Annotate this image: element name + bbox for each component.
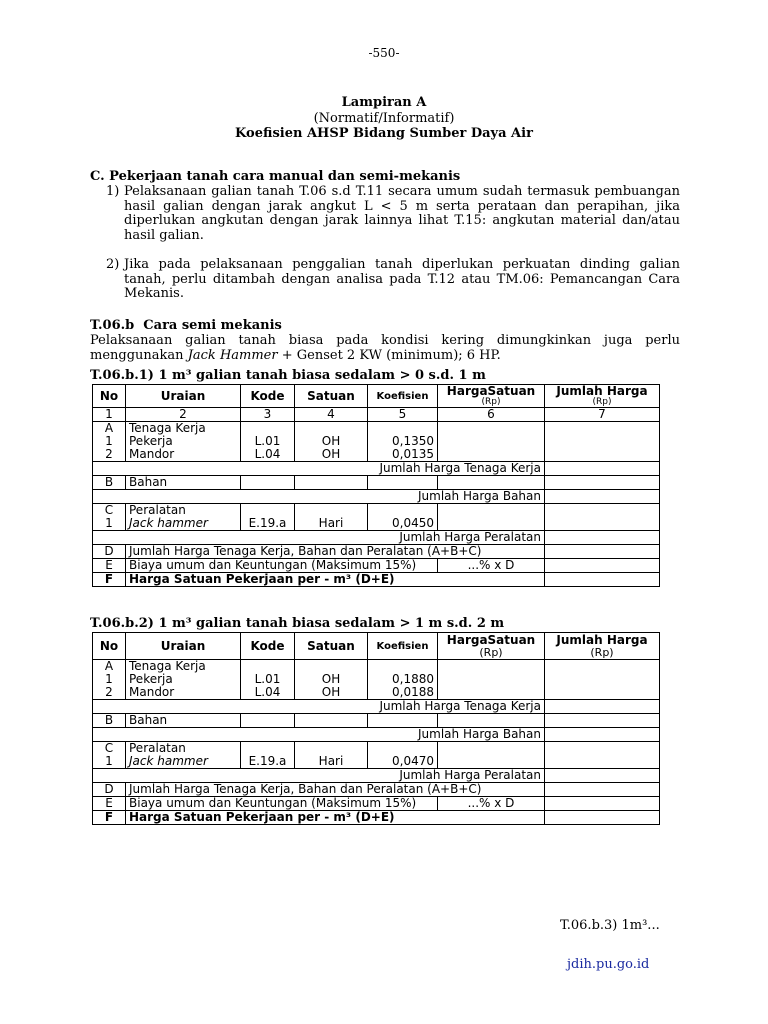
item-number: 1) — [106, 184, 120, 199]
subsection-paragraph: Pelaksanaan galian tanah biasa pada kondisi kering dimungkinkan juga perlu menggunakan Jack Hammer + Genset 2 KW (minimum); 6 HP. — [90, 333, 680, 363]
col-harga-header: HargaSatuan (Rp) — [438, 633, 545, 660]
appendix-subtitle: Koefisien AHSP Bidang Sumber Daya Air — [235, 126, 533, 141]
page-number: -550- — [368, 46, 400, 60]
labor-subtotal-row: Jumlah Harga Tenaga Kerja — [93, 462, 660, 476]
item-text: Pelaksanaan galian tanah T.06 s.d T.11 secara umum sudah termasuk pembuangan hasil galian dengan jarak angkut L < 5 m serta perataan dan perapihan, jika diperlukan angkutan dengan jarak lainnya lihat T.15: angkutan material dan/atau hasil galian. — [124, 184, 680, 243]
subsection-heading — [90, 318, 282, 333]
table2-title: T.06.b.2) 1 m³ galian tanah biasa sedalam > 1 m s.d. 2 m — [90, 616, 505, 631]
overhead-e-row: E Biaya umum dan Keuntungan (Maksimum 15%) ...% x D — [93, 797, 660, 811]
overhead-e-row: E Biaya umum dan Keuntungan (Maksimum 15%) ...% x D — [93, 559, 660, 573]
labor-subtotal-row: Jumlah Harga Tenaga Kerja — [93, 700, 660, 714]
col-uraian-header: Uraian — [126, 633, 241, 660]
material-row: B Bahan — [93, 714, 660, 728]
ahsp-table-1 — [92, 384, 660, 587]
footer-link[interactable]: jdih.pu.go.id — [567, 957, 650, 972]
equipment-block: C 1 Peralatan Jack hammer E.19.a Hari 0,0470 — [93, 742, 660, 769]
col-no-header: No — [93, 385, 126, 408]
section-c-heading: C. Pekerjaan tanah cara manual dan semi-mekanis — [90, 169, 461, 184]
col-kode-header: Kode — [241, 385, 295, 408]
col-jumlah-header: Jumlah Harga (Rp) — [545, 633, 660, 660]
item-text: Jika pada pelaksanaan penggalian tanah diperlukan perkuatan dinding galian tanah, perlu ditambah dengan analisa pada T.12 atau TM.06: Pemancangan Cara Mekanis. — [124, 257, 680, 301]
item-number: 2) — [106, 257, 120, 272]
col-satuan-header: Satuan — [295, 385, 368, 408]
table1-title: T.06.b.1) 1 m³ galian tanah biasa sedalam > 0 s.d. 1 m — [90, 368, 486, 383]
section-c-item-2 — [106, 258, 680, 302]
subsection-title: Cara semi mekanis — [143, 318, 282, 333]
col-no-header: No — [93, 633, 126, 660]
col-koefisien-header: Koefisien — [368, 385, 438, 408]
continuation-note: T.06.b.3) 1m³... — [560, 918, 660, 933]
col-uraian-header: Uraian — [126, 385, 241, 408]
material-subtotal-row: Jumlah Harga Bahan — [93, 728, 660, 742]
section-c-item-1 — [106, 185, 680, 243]
col-kode-header: Kode — [241, 633, 295, 660]
labor-block: A 1 2 Tenaga Kerja Pekerja Mandor L.01 L.04 OH OH 0,1350 0,0135 — [93, 422, 660, 462]
equipment-subtotal-row: Jumlah Harga Peralatan — [93, 531, 660, 545]
equipment-subtotal-row: Jumlah Harga Peralatan — [93, 769, 660, 783]
material-row: B Bahan — [93, 476, 660, 490]
appendix-title: Lampiran A — [341, 95, 427, 110]
subsection-code: T.06.b — [90, 318, 135, 333]
appendix-type: (Normatif/Informatif) — [313, 111, 455, 126]
equipment-block: C 1 Peralatan Jack hammer E.19.a Hari 0,0450 — [93, 504, 660, 531]
unit-price-f-row: F Harga Satuan Pekerjaan per - m³ (D+E) — [93, 573, 660, 587]
col-koefisien-header: Koefisien — [368, 633, 438, 660]
material-subtotal-row: Jumlah Harga Bahan — [93, 490, 660, 504]
col-harga-header: HargaSatuan (Rp) — [438, 385, 545, 408]
column-number-row: 1 2 3 4 5 6 7 — [93, 408, 660, 422]
total-d-row: D Jumlah Harga Tenaga Kerja, Bahan dan Peralatan (A+B+C) — [93, 783, 660, 797]
col-jumlah-header: Jumlah Harga (Rp) — [545, 385, 660, 408]
ahsp-table-2 — [92, 632, 660, 825]
col-satuan-header: Satuan — [295, 633, 368, 660]
labor-block: A 1 2 Tenaga Kerja Pekerja Mandor L.01 L.04 OH OH 0,1880 0,0188 — [93, 660, 660, 700]
unit-price-f-row: F Harga Satuan Pekerjaan per - m³ (D+E) — [93, 811, 660, 825]
total-d-row: D Jumlah Harga Tenaga Kerja, Bahan dan Peralatan (A+B+C) — [93, 545, 660, 559]
